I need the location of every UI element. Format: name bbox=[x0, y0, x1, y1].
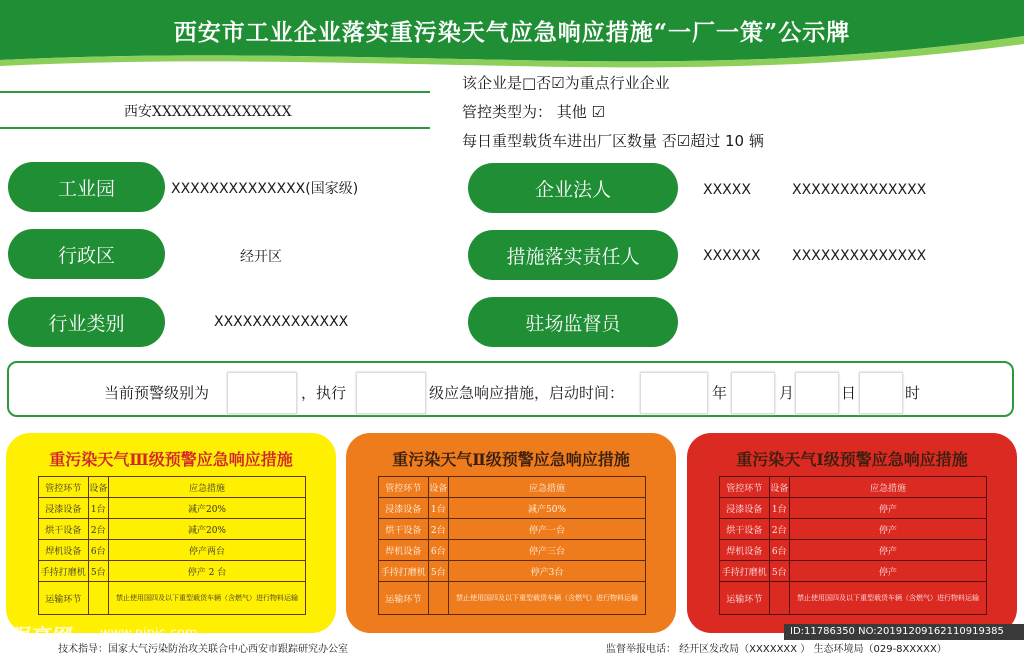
hour-label: 时 bbox=[905, 384, 921, 402]
day-label: 日 bbox=[841, 384, 857, 402]
table-row bbox=[39, 561, 306, 582]
table-header-row bbox=[720, 477, 987, 498]
header-cell: 管控环节 bbox=[379, 477, 429, 498]
label-industrial-park: 工业园 bbox=[8, 162, 165, 212]
panel-title: 重污染天气Ⅰ级预警应急响应措施 bbox=[736, 450, 968, 469]
footer-report-hotline: 监督举报电话： 经开区发改局（XXXXXXX ） 生态环境局（029-8XXXXX） bbox=[606, 644, 947, 655]
panel-level-3 bbox=[6, 433, 336, 633]
table-cell: 5台 bbox=[769, 561, 789, 582]
measures-table bbox=[38, 476, 306, 615]
table-row bbox=[720, 582, 987, 615]
header-cell: 应急措施 bbox=[109, 477, 306, 498]
table-cell: 停产一台 bbox=[449, 519, 646, 540]
table-cell: 禁止使用国四及以下重型载货车辆（含燃气）进行物料运输 bbox=[790, 582, 987, 615]
hour-field[interactable] bbox=[859, 372, 903, 414]
table-row bbox=[379, 582, 646, 615]
month-field[interactable] bbox=[731, 372, 775, 414]
table-cell: 6台 bbox=[769, 540, 789, 561]
table-cell: 停产 bbox=[790, 498, 987, 519]
label-district: 行政区 bbox=[8, 229, 165, 279]
table-cell: 手持打磨机 bbox=[379, 561, 429, 582]
header-cell: 设备 bbox=[88, 477, 108, 498]
table-cell: 焊机设备 bbox=[720, 540, 770, 561]
table-cell: 焊机设备 bbox=[379, 540, 429, 561]
table-row bbox=[720, 540, 987, 561]
table-cell: 禁止使用国四及以下重型载货车辆（含燃气）进行物料运输 bbox=[449, 582, 646, 615]
table-row bbox=[720, 519, 987, 540]
alert-text-current-level: 当前预警级别为 bbox=[104, 384, 210, 402]
table-row bbox=[379, 561, 646, 582]
table-cell: 禁止使用国四及以下重型载货车辆（含燃气）进行物料运输 bbox=[109, 582, 306, 615]
table-cell: 停产 bbox=[790, 540, 987, 561]
page-title: 西安市工业企业落实重污染天气应急响应措施“一厂一策”公示牌 bbox=[173, 19, 851, 46]
divider-line bbox=[0, 91, 430, 93]
table-cell: 6台 bbox=[88, 540, 108, 561]
footer-technical-guidance: 技术指导：国家大气污染防治攻关联合中心西安市跟踪研究办公室 bbox=[58, 644, 348, 655]
table-cell: 停产三台 bbox=[449, 540, 646, 561]
year-label: 年 bbox=[712, 384, 728, 402]
table-row bbox=[39, 540, 306, 561]
table-row bbox=[39, 498, 306, 519]
table-cell bbox=[88, 582, 108, 615]
table-cell: 5台 bbox=[88, 561, 108, 582]
alert-text-execute: ，执行 bbox=[301, 384, 347, 402]
measures-table bbox=[378, 476, 646, 615]
table-row bbox=[379, 540, 646, 561]
table-cell: 停产两台 bbox=[109, 540, 306, 561]
measures-table bbox=[719, 476, 987, 615]
table-cell: 减产20% bbox=[109, 498, 306, 519]
label-responsible-person: 措施落实责任人 bbox=[468, 230, 678, 280]
label-onsite-supervisor: 驻场监督员 bbox=[468, 297, 678, 347]
header-cell: 设备 bbox=[428, 477, 448, 498]
value-industry-type: XXXXXXXXXXXXXX bbox=[214, 314, 349, 330]
value-district: 经开区 bbox=[240, 249, 282, 265]
table-cell: 运输环节 bbox=[39, 582, 89, 615]
panel-title: 重污染天气Ⅱ级预警应急响应措施 bbox=[392, 450, 630, 469]
table-cell: 1台 bbox=[769, 498, 789, 519]
watermark-logo: 昵享网 bbox=[8, 624, 71, 648]
header-cell: 管控环节 bbox=[720, 477, 770, 498]
table-row bbox=[720, 498, 987, 519]
alert-level-field[interactable] bbox=[227, 372, 297, 414]
table-cell: 烘干设备 bbox=[720, 519, 770, 540]
label-industry-type: 行业类别 bbox=[8, 297, 165, 347]
table-row bbox=[379, 498, 646, 519]
table-cell: 停产3台 bbox=[449, 561, 646, 582]
table-row bbox=[39, 582, 306, 615]
table-row bbox=[39, 519, 306, 540]
table-cell: 浸漆设备 bbox=[379, 498, 429, 519]
table-cell: 焊机设备 bbox=[39, 540, 89, 561]
table-cell: 2台 bbox=[88, 519, 108, 540]
header-cell: 管控环节 bbox=[39, 477, 89, 498]
table-cell: 停产 2 台 bbox=[109, 561, 306, 582]
watermark-site: www.nipic.com bbox=[100, 626, 198, 641]
header-cell: 应急措施 bbox=[790, 477, 987, 498]
table-cell: 5台 bbox=[428, 561, 448, 582]
panel-title: 重污染天气Ⅲ级预警应急响应措施 bbox=[49, 450, 293, 469]
table-cell: 停产 bbox=[790, 519, 987, 540]
header-cell: 设备 bbox=[769, 477, 789, 498]
table-cell: 运输环节 bbox=[379, 582, 429, 615]
table-header-row bbox=[39, 477, 306, 498]
value-legal-person-2: XXXXXXXXXXXXXX bbox=[792, 182, 927, 198]
control-type-line: 管控类型为： 其他 ☑ bbox=[462, 103, 605, 121]
alert-level-box bbox=[7, 361, 1014, 417]
value-legal-person-1: XXXXX bbox=[703, 182, 751, 198]
table-cell: 减产20% bbox=[109, 519, 306, 540]
table-cell: 2台 bbox=[769, 519, 789, 540]
value-responsible-person-2: XXXXXXXXXXXXXX bbox=[792, 248, 927, 264]
table-cell: 烘干设备 bbox=[379, 519, 429, 540]
label-legal-person: 企业法人 bbox=[468, 163, 678, 213]
month-label: 月 bbox=[779, 384, 795, 402]
table-cell: 浸漆设备 bbox=[39, 498, 89, 519]
header-banner bbox=[0, 0, 1024, 70]
truck-count-line: 每日重型载货车进出厂区数量 否☑超过 10 辆 bbox=[462, 132, 764, 150]
table-cell bbox=[769, 582, 789, 615]
panel-level-1 bbox=[687, 433, 1017, 633]
divider-line bbox=[0, 127, 430, 129]
table-cell: 手持打磨机 bbox=[39, 561, 89, 582]
header-cell: 应急措施 bbox=[449, 477, 646, 498]
key-industry-line: 该企业是□否☑为重点行业企业 bbox=[462, 74, 670, 92]
enterprise-name: 西安XXXXXXXXXXXXXX bbox=[124, 104, 292, 120]
alert-text-start-time: 级应急响应措施，启动时间： bbox=[429, 384, 625, 402]
watermark-id-strip: ID:11786350 NO:20191209162110919385 bbox=[784, 624, 1024, 640]
table-header-row bbox=[379, 477, 646, 498]
value-industrial-park: XXXXXXXXXXXXXX(国家级) bbox=[171, 181, 359, 197]
table-cell bbox=[428, 582, 448, 615]
table-cell: 6台 bbox=[428, 540, 448, 561]
table-row bbox=[720, 561, 987, 582]
table-cell: 浸漆设备 bbox=[720, 498, 770, 519]
table-row bbox=[379, 519, 646, 540]
table-cell: 1台 bbox=[88, 498, 108, 519]
day-field[interactable] bbox=[795, 372, 839, 414]
table-cell: 烘干设备 bbox=[39, 519, 89, 540]
table-cell: 2台 bbox=[428, 519, 448, 540]
table-cell: 减产50% bbox=[449, 498, 646, 519]
panel-level-2 bbox=[346, 433, 676, 633]
response-level-field[interactable] bbox=[356, 372, 426, 414]
table-cell: 运输环节 bbox=[720, 582, 770, 615]
table-cell: 手持打磨机 bbox=[720, 561, 770, 582]
table-cell: 停产 bbox=[790, 561, 987, 582]
table-cell: 1台 bbox=[428, 498, 448, 519]
year-field[interactable] bbox=[640, 372, 708, 414]
value-responsible-person-1: XXXXXX bbox=[703, 248, 761, 264]
